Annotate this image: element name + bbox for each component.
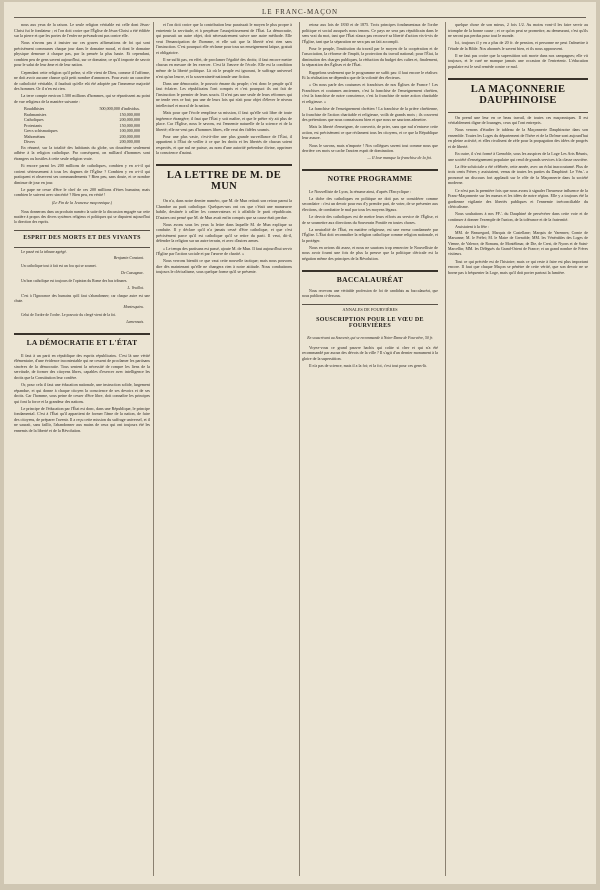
article-paragraph: Le Nouvelliste de Lyon, la résume ainsi, d'après l'Encyclique : bbox=[309, 188, 412, 194]
article-paragraph: Pour une plus vaste, c'est-à-dire une plus grande surveillance de l'État, il appartient à l'État de veiller à ce que les droits et les libertés de chacun soient respectés, et que nul ne puisse, au nom d'une autorité prétendue divine, opprimer la conscience d'autrui. bbox=[156, 133, 292, 156]
section-heading: BACCALAURÉAT bbox=[336, 274, 404, 284]
stats-label: Bouddhistes bbox=[24, 106, 45, 112]
quote-author: L. Veuillot. bbox=[127, 285, 144, 290]
column-4 bbox=[448, 22, 588, 876]
quote-text: Le passé est la tribune agrégé. bbox=[21, 249, 67, 254]
quote-block bbox=[14, 250, 150, 325]
article-paragraph: Et encore parmi les 200 millions de catholiques, combien y en a-t-il qui croient sérieusement à tous les dogmes de l'Église ? Combien y en a-t-il qui pratiquent et observent ses commandements ? Bien peu, sans doute, et ce nombre diminue de jour en jour. bbox=[14, 163, 150, 185]
quote-author: Benjamin Constant. bbox=[113, 256, 144, 261]
quote-author: Lamennais. bbox=[126, 319, 144, 324]
quote-text: Un catholique tout à fait est un fou qui se soumet. bbox=[21, 264, 97, 269]
section-heading: LA LETTRE DE M. DE MUN bbox=[166, 169, 282, 192]
article-paragraph: « On nous parle des coutumes et franchises de nos Églises de France ! Les Franchises et coutumes anciennes, c'est la franchise de l'enseignement chrétien, c'est la franchise de notre conscience, c'est la franchise de notre action charitable et religieuse. » bbox=[302, 82, 438, 104]
stats-value: 200,000,000 bbox=[119, 117, 140, 123]
editor-note: Nous donnerons dans un prochain numéro la suite de la discussion engagée sur cette matière à propos des divers systèmes religieux et politiques qui se disputent aujourd'hui la direction des esprits. bbox=[14, 209, 150, 224]
section-heading: ESPRIT DES MORTS ET DES VIVANTS bbox=[23, 234, 141, 241]
article-paragraph: Il ne faut pas croire que la superstition soit morte dans nos campagnes; elle vit toujours, et le curé ne manque jamais une occasion de l'entretenir. L'éducation populaire est le seul remède contre ce mal. bbox=[448, 52, 588, 70]
article-paragraph: Nous n'avons pas à insister sur ces graves affirmations de foi qui sont précisément communes chaque jour dans le domaine moral, et dont le domaine physique demeure à chaque pas, par la pensée la plus haute. Et cependant, combien peu de gens savent aujourd'hui, sur ce domaine, ce qu'il importe de savoir pour le salut de leur âme et de leur nation. bbox=[14, 40, 150, 68]
article-paragraph: La tâche des catholiques en politique ne doit pas se considérer comme secondaire : c'est un devoir pour eux d'y prendre part, de voter, de se présenter aux élections, de combattre le mal par tous les moyens légaux. bbox=[302, 195, 438, 212]
section-rule bbox=[302, 270, 438, 272]
article-paragraph: Nous le savons, mais n'importe ! Nos collègues savent tout comme nous que derrière ces mots se cache l'ancien esprit de domination. bbox=[302, 142, 438, 154]
newspaper-page bbox=[4, 2, 596, 884]
section-heading: NOTRE PROGRAMME bbox=[327, 173, 413, 183]
article-paragraph: Mais la liberté d'enseigner, de convertir, de prier, sans que nul n'entrave cette action, est précisément ce que réclament tous les citoyens, et ce que la République leur assure. bbox=[302, 124, 438, 141]
article-paragraph: La franchise de l'enseignement chrétien ! La franchise de la prière chrétienne, la franchise de l'action charitable et religieuse, voilà de grands mots ; ils couvrent des prétentions que nous connaissons bien et que nous ne saurions admettre. bbox=[302, 106, 438, 123]
article-paragraph: « Le temps des partisans est passé, ajoute M. de Mun. Il faut aujourd'hui servir l'Église par l'action sociale et par l'œuvre de charité. » bbox=[156, 245, 292, 257]
section-rule bbox=[448, 78, 588, 80]
section-rule bbox=[14, 230, 150, 231]
article-closing: — Il leur manque la franchise de la foi. bbox=[367, 155, 432, 161]
article-paragraph: Nous avons sous les yeux la lettre dans laquelle M. de Mun explique sa conduite. Il y déclare qu'il n'a jamais cessé d'être catholique, et que c'est précisément parce qu'il est catholique qu'il se retire du parti. Il veut, dit-il, défendre la religion sur un autre terrain, et avec d'autres armes. bbox=[156, 221, 292, 244]
article-paragraph: On n'a, dans notre dernier numéro, que M. de Mun retirait son retour parmi la Chambre au parti catholique. Quelques-uns ont cru que c'était une manœuvre habile, destinée à rallier les conservateurs et à affaiblir le parti républicain. D'autres ont pensé que M. de Mun avait enfin compris que sa cause était perdue. bbox=[156, 197, 292, 220]
stats-value: 200,000,000 bbox=[119, 133, 140, 139]
article-paragraph: Il faut à un parti en république des esprits républicains. C'est là une vérité élémentaire, d'une évidence incontestable qui ne cessent de proclamer les partisans sincères de la démocratie. Tous sentent la nécessité de rompre les liens de la servitude, de former des citoyens libres, capables d'exercer avec intelligence les droits que la Constitution leur confère. bbox=[14, 352, 150, 380]
column-1 bbox=[14, 22, 150, 876]
article-note: En souscrivant au Souvenir, qui se recommande à Notre-Dame de Fourvière, 50 fr. bbox=[307, 335, 433, 340]
section-rule bbox=[156, 164, 292, 166]
article-paragraph: On prend une leur en ce beau travail, de toutes ces maçonniques. Il est véritablement digne de louanges, ceux qui l'ont entrepris. bbox=[448, 114, 588, 126]
article-paragraph: Nous verrons bientôt ce que vaut cette nouvelle tactique; mais nous pouvons dire dès maintenant qu'elle ne changera rien à notre attitude. Nous combattrons toujours le cléricalisme, sous quelque forme qu'il se présente. bbox=[156, 258, 292, 275]
article-paragraph: Assistaient à la fête : bbox=[455, 224, 490, 229]
quote-text: Celui de l'ordre de l'ordre. Le pouvoir du clergé vient de la foi. bbox=[21, 313, 117, 318]
section-rule bbox=[14, 247, 150, 248]
column-2 bbox=[156, 22, 292, 876]
article-paragraph: Pour le peuple, l'institution du travail par le moyen de la coopération et de l'association, la réforme de l'impôt, la protection du travail national; pour l'État, la diminution des charges publiques, la réduction du budget des cultes et, finalement, la séparation des Églises et de l'État. bbox=[302, 45, 438, 68]
article-paragraph: retour aux lois de 1830 et de 1875. Trois principes fondamentaux de l'ordre politique et social auxquels nous tenons. Ce pays ne sera pas républicain dans le sens vrai du mot, tant que l'État n'aura pas recouvré sa liberté d'action vis-à-vis de l'Église, tant que la séparation ne sera pas un fait accompli. bbox=[302, 22, 438, 44]
attendee-list: MM. de Beauregard, Marquis de Castellane; Marquis de Varennes; Comte de Marsanne; M. le Préfet; M. le Maire de Grenoble; MM. les Vénérables des Loges de Vienne, de Valence, de Romans, de Montélimar, de Die, de Crest, de Nyons et de Saint-Marcellin; MM. les Délégués du Grand-Orient de France; et un grand nombre de Frères visiteurs. bbox=[448, 231, 588, 256]
stats-label: Protestants bbox=[24, 122, 42, 128]
article-paragraph: nous aux yeux de la raison. Le seule religion véritable est celle dont Jésus-Christ fut le fondateur ; et l'on doit croire que l'Église de Jésus-Christ a été édifiée sur la pierre et que les portes de l'enfer ne prévaudront pas contre elle. bbox=[14, 22, 150, 39]
article-paragraph: Nous recevons une véritable profession de foi de candidats au baccalauréat, que nous publions ci-dessous. bbox=[302, 289, 438, 299]
column-divider bbox=[445, 22, 446, 876]
stats-label: Mahométans bbox=[24, 133, 46, 139]
stats-value: 500,000,000 d'individus. bbox=[99, 106, 140, 112]
stats-label: Brahmanistes bbox=[24, 111, 47, 117]
article-paragraph: Or, pour cela il faut une éducation nationale, une instruction solide, largement répandue, et qui donne à chaque citoyen la conscience de ses devoirs et de ses droits. Car l'homme, sous peine de cesser d'être libre, doit connaître les principes qui font la force et la grandeur des nations. bbox=[14, 381, 150, 404]
column-3 bbox=[302, 22, 438, 876]
article-paragraph: Le principe de l'éducation par l'État est donc, dans une République, le principe fondamental. C'est à l'État qu'il appartient de former l'âme de la nation, de faire des citoyens, de préparer l'avenir. Il a reçu cette mission du suffrage universel, et il ne saurait, sans faillir, l'abandonner aux mains de ceux qui ont toujours été les ennemis de la liberté et de la Révolution. bbox=[14, 405, 150, 433]
quote-author: De Cassagnac. bbox=[121, 271, 144, 275]
stats-value: 200,000,000 bbox=[119, 139, 140, 145]
article-paragraph: Le devoir des catholiques est de mettre leurs efforts au service de l'Église, et de se soumettre aux directions du Souverain Pontife en toutes choses. bbox=[302, 213, 438, 225]
article-paragraph: Ici, toujours il y en a plus de 20 fr. de pension, et personne ne peut l'admettre à l'étude de la Bible. Nos abonnés le savent bien, et ils nous approuvent. bbox=[448, 40, 588, 51]
article-paragraph: Il n'a pas de science, mais il a la foi; et la foi, c'est tout pour ces gens-là. bbox=[309, 362, 427, 368]
article-paragraph: Dans une démocratie, le pouvoir émane du peuple; c'est donc le peuple qu'il faut éclairer. Les républicains l'ont compris et c'est pourquoi ils ont fait de l'instruction le premier de leurs soucis. Il n'est pas une seule de leurs réformes qui ne tende vers ce but; pas une de leurs lois qui n'ait pour objet d'élever le niveau intellectuel et moral de la nation. bbox=[156, 80, 292, 108]
section-rule bbox=[302, 304, 438, 305]
section-rule bbox=[14, 333, 150, 335]
article-paragraph: Tout ce qui précède est de l'histoire; mais ce qui reste à faire est plus important encore. Il faut que chaque Maçon se pénètre de cette vérité, que son devoir ne se borne pas à fréquenter la Loge, mais qu'il doit porter partout la lumière. bbox=[448, 258, 588, 275]
masthead-rule bbox=[14, 17, 586, 18]
quote-text: C'est à l'Ignorance des humains qu'il faut s'abandonner; car chaque autre est une chute. bbox=[14, 293, 150, 303]
article-paragraph: La fête solsticiale a été célébrée, cette année, avec un éclat inaccoutumé. Plus de trois cents Frères y assistaient, venus de toutes les parties du Dauphiné. Le Vén∴ a prononcé un discours fort applaudi sur le rôle de la Maçonnerie dans la société moderne. bbox=[448, 163, 588, 186]
stats-label: Grecs schismatiques bbox=[24, 128, 58, 134]
masthead-title: LE FRANC-MAÇON bbox=[261, 8, 339, 16]
article-paragraph: Nous venons d'étudier le tableau de la Maçonnerie Dauphinoise dans son ensemble. Toutes les Loges du département de l'Isère et de la Drôme sont aujourd'hui en pleine activité, et elles rivalisent de zèle pour la propagation des idées de progrès et de liberté. bbox=[448, 127, 588, 149]
article-paragraph: Ce n'est pas la première fois que nous avons à signaler l'heureuse influence de la Franc-Maçonnerie sur les mœurs et les idées de notre région. Elle y a toujours été la gardienne vigilante des libertés publiques et l'ennemie irréconciliable du cléricalisme. bbox=[448, 187, 588, 210]
article-paragraph: La neutralité de l'État, en matière religieuse, est une erreur condamnée par l'Église. L'État doit reconnaître la religion catholique comme religion nationale, et la protéger. bbox=[302, 226, 438, 243]
column-divider bbox=[153, 22, 154, 876]
article-paragraph: Mais pour que l'école remplisse sa mission, il faut qu'elle soit libre de toute ingérence étrangère; il faut que l'État y soit maître, et que le prêtre n'y ait plus de place. Car l'Église, nous le savons, est l'ennemie naturelle de la science et de la liberté; elle ne veut pas d'hommes libres, elle veut des fidèles soumis. bbox=[156, 109, 292, 132]
stats-value: 150,000,000 bbox=[119, 111, 140, 117]
quote-text: Un bon catholique est toujours de l'opinion du Rome des bas tribunes. bbox=[21, 279, 128, 283]
article-paragraph: En outre, il s'est formé à Grenoble, sous les auspices de la Loge Les Arts Réunis, une société d'enseignement populaire qui rend de grands services à la classe ouvrière. bbox=[448, 151, 588, 162]
article-paragraph: Nous souhaitons à nos FF∴ du Dauphiné de persévérer dans cette voie et de continuer à donner l'exemple de l'union, de la tolérance et de la fraternité. bbox=[448, 211, 588, 222]
stats-label: Catholiques bbox=[24, 117, 44, 123]
article-paragraph: Voyez-vous ce grand pauvre hachis qui coûte si cher et qui n'a été recommandé par aucun des dévots de la ville ? Il s'agit d'un dernier monument à la gloire de la superstition. bbox=[302, 344, 438, 361]
article-paragraph: En résumé, sur la totalité des habitants du globe, un douzième seulement adhère à la religion catholique. Par conséquent, on milliard d'hommes sont étrangers ou hostiles à cette seule religion vraie. bbox=[14, 144, 150, 161]
article-paragraph: Nous en avions dit assez, et nous ne saurions trop remercier le Nouvelliste de nous avoir fourni une fois de plus la preuve que la politique cléricale est la négation même des principes de la Révolution. bbox=[302, 244, 438, 261]
section-heading: LA MAÇONNERIE DAUPHINOISE bbox=[470, 83, 566, 106]
section-rule bbox=[448, 112, 588, 113]
section-heading: LA DÉMOCRATIE ET L'ÉTAT bbox=[26, 337, 138, 347]
stats-label: Divers bbox=[24, 139, 35, 145]
article-paragraph: Le pape ne cesse d'être le chef de ces 200 millions d'êtres humains; mais combien le suivent avec sincérité ? Bien peu, en vérité ! bbox=[14, 186, 150, 198]
stats-value: 100,000,000 bbox=[119, 128, 140, 134]
article-paragraph: et l'on doit croire que la contribution leur paraissait le moyen le plus propre à entretenir la servitude, et à perpétuer l'assujettissement de l'État. La démocratie, qui poursuit un autre objet, doit nécessairement suivre une autre méthode. Elle veut l'émancipation de l'homme, et elle sait que la liberté n'est rien sans l'instruction. C'est pourquoi elle réclame pour tous un enseignement laïque, gratuit et obligatoire. bbox=[156, 22, 292, 55]
article-source: (Le Fin de la Jeunesse maçonnique.) bbox=[51, 199, 113, 205]
article-paragraph: Rappelons seulement que le programme ne suffit pas: il faut encore le réaliser. Et la réalisation ne dépendra que de la volonté des électeurs. bbox=[302, 69, 438, 81]
article-paragraph: Cependant cette religion qu'il prône, si elle vient de Dieu, comme il l'affirme, ne doit avoir aucune chance qu'à petit nombre d'annonces. Pour avoir un caractère de catholicité véritable, il faudrait qu'elle eût été adoptée par l'immense majorité des hommes. Or il n'en est rien. bbox=[14, 69, 150, 92]
article-paragraph: Il ne suffit pas, en effet, de proclamer l'égalité des droits; il faut encore mettre chacun en mesure de les exercer. C'est là l'œuvre de l'école. Elle est la condition même de la liberté politique. Là où le peuple est ignorant, le suffrage universel n'est qu'un leurre, et la souveraineté nationale une fiction. bbox=[156, 56, 292, 79]
section-subheading: ANNALES DE FOURVIÈRES bbox=[342, 307, 398, 313]
article-paragraph: quelque chose de son mieux, 2 fois 1/2. Au moins vont-il les faire servir au triomphe de la bonne cause ; et ce qu'on peut se promettre, au demeurant, c'est qu'ils ne seront pas perdus pour tout le monde. bbox=[448, 22, 588, 39]
stats-value: 150,000,000 bbox=[119, 122, 140, 128]
article-paragraph: La terre compte environ 1.500 millions d'hommes, qui se répartissent au point de vue religieux de la manière suivante : bbox=[14, 93, 150, 104]
religion-stats-list bbox=[14, 106, 150, 145]
quote-author: Montesquieu. bbox=[123, 305, 144, 310]
column-divider bbox=[299, 22, 300, 876]
section-rule bbox=[302, 169, 438, 171]
section-heading: SOUSCRIPTION POUR LE VŒU DE FOURVIÈRES bbox=[316, 316, 424, 330]
